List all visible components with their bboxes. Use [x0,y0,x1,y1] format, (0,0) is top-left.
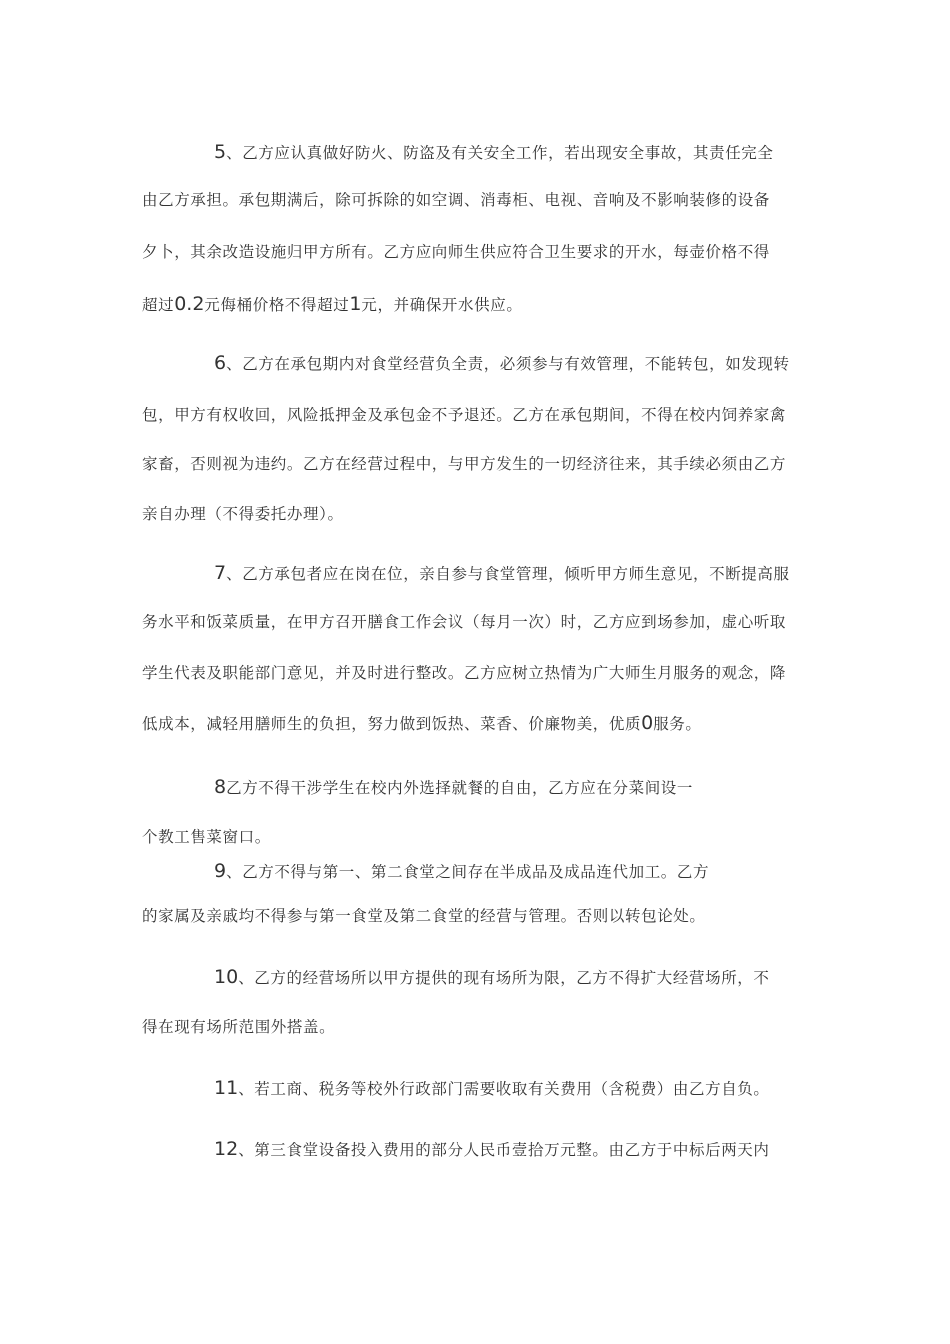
paragraph-8-line-1: 8乙方不得干涉学生在校内外选择就餐的自由，乙方应在分菜间设一 [214,776,693,798]
paragraph-10-line-1: 10、乙方的经营场所以甲方提供的现有场所为限，乙方不得扩大经营场所，不 [214,966,770,988]
paragraph-10-line-2: 得在现有场所范围外搭盖。 [142,1018,336,1036]
paragraph-5-line-3: 夕卜，其余改造设施归甲方所有。乙方应向师生供应符合卫生要求的开水，每壶价格不得 [142,243,770,261]
paragraph-9-line-1: 9、乙方不得与第一、第二食堂之间存在半成品及成品连代加工。乙方 [214,860,710,882]
paragraph-8-line-2: 个教工售菜窗口。 [142,828,271,846]
paragraph-6-line-2: 包，甲方有权收回，风险抵押金及承包金不予退还。乙方在承包期间，不得在校内饲养家禽 [142,406,787,424]
paragraph-5-line-2: 由乙方承担。承包期满后，除可拆除的如空调、消毒柜、电视、音响及不影响装修的设备 [142,191,770,209]
paragraph-6-line-3: 家畜，否则视为违约。乙方在经营过程中，与甲方发生的一切经济往来，其手续必须由乙方 [142,455,787,473]
paragraph-7-line-1: 7、乙方承包者应在岗在位，亲自参与食堂管理，倾听甲方师生意见，不断提高服 [214,562,790,584]
paragraph-12-line-1: 12、第三食堂设备投入费用的部分人民币壹拾万元整。由乙方于中标后两天内 [214,1138,770,1160]
paragraph-6-line-1: 6、乙方在承包期内对食堂经营负全责，必须参与有效管理，不能转包，如发现转 [214,352,790,374]
paragraph-5-line-4: 超过0.2元侮桶价格不得超过1元，并确保开水供应。 [142,293,523,315]
paragraph-11-line-1: 11、若工商、税务等校外行政部门需要收取有关费用（含税费）由乙方自负。 [214,1077,770,1099]
paragraph-6-line-4: 亲自办理（不得委托办理）。 [142,505,344,523]
paragraph-7-line-4: 低成本，减轻用膳师生的负担，努力做到饭热、菜香、价廉物美，优质0服务。 [142,712,702,734]
paragraph-5-line-1: 5、乙方应认真做好防火、防盗及有关安全工作，若出现安全事故，其责任完全 [214,141,774,163]
paragraph-7-line-2: 务水平和饭菜质量，在甲方召开膳食工作会议（每月一次）时，乙方应到场参加，虚心听取 [142,613,787,631]
paragraph-7-line-3: 学生代表及职能部门意见，并及时进行整改。乙方应树立热情为广大师生月服务的观念，降 [142,664,787,682]
paragraph-9-line-2: 的家属及亲戚均不得参与第一食堂及第二食堂的经营与管理。否则以转包论处。 [142,907,706,925]
